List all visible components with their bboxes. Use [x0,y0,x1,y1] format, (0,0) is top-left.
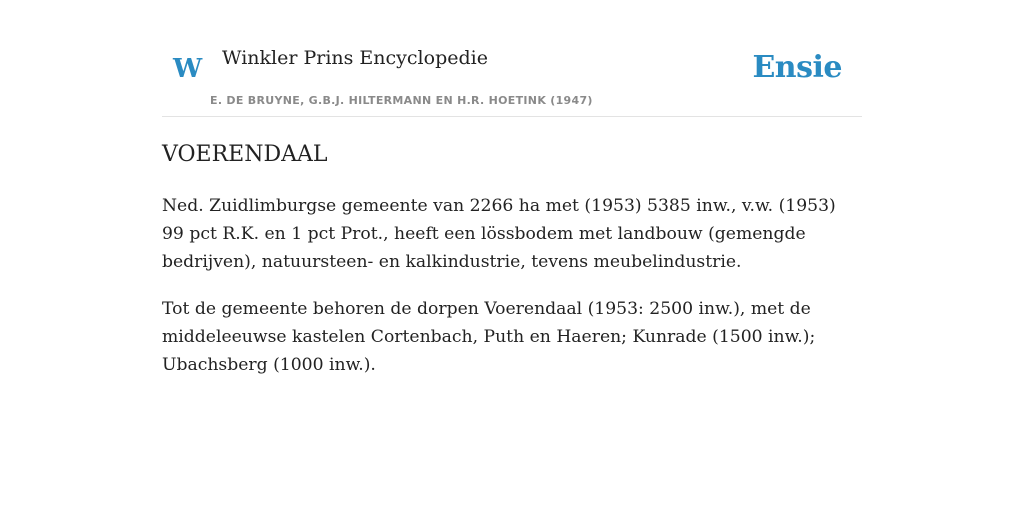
entry-paragraph: Ned. Zuidlimburgse gemeente van 2266 ha met (1953) 5385 inw., v.w. (1953) 99 pct R.K. en 1 pct Prot., heeft een lössbodem met landbouw (gemengde bedrijven), natuursteen- en kalkindustrie, tevens meubelindustrie. [162,196,836,272]
entry-paragraph: Tot de gemeente behoren de dorpen Voerendaal (1953: 2500 inw.), met de middeleeuwse kastelen Cortenbach, Puth en Haeren; Kunrade (1500 inw.); Ubachsberg (1000 inw.). [162,299,816,375]
page-container [162,0,862,375]
book-authors: E. DE BRUYNE, G.B.J. HILTERMANN EN H.R. HOETINK (1947) [210,94,593,107]
encyclopedia-logo-icon[interactable]: W [173,54,203,84]
ensie-brand-link[interactable]: Ensie [752,50,842,85]
entry-title: VOERENDAAL [162,142,328,167]
page-header [162,0,862,117]
book-title[interactable]: Winkler Prins Encyclopedie [222,47,488,69]
